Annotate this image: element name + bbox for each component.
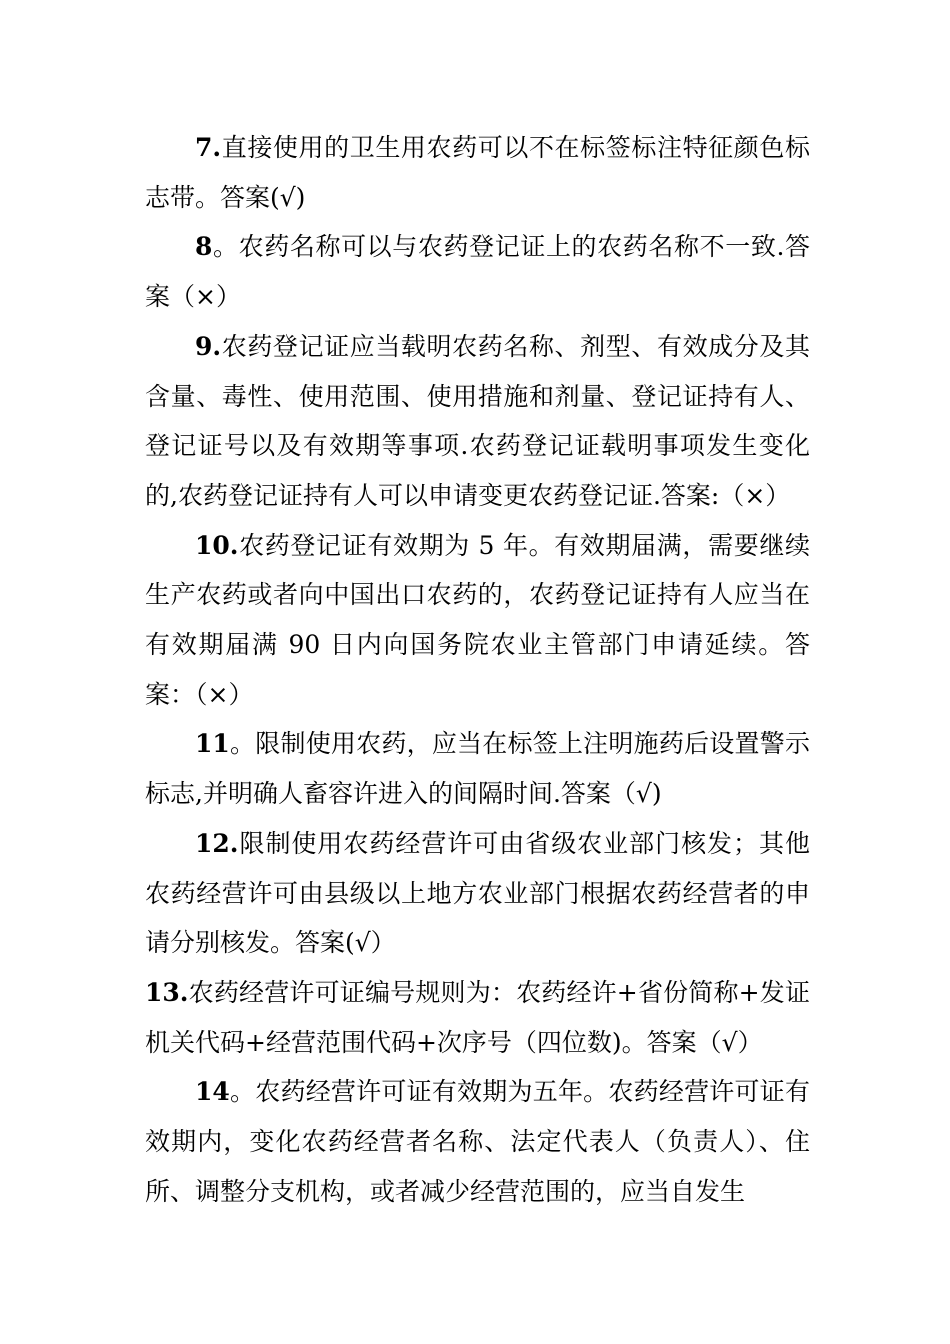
question-text: 农药经营许可证编号规则为：农药经许+省份简称+发证机关代码+经营范围代码+次序号（四位数)。答案（√） (145, 977, 810, 1057)
question-text: 限制使用农药经营许可由省级农业部门核发；其他农药经营许可由县级以上地方农业部门根据农药经营者的申请分别核发。答案(√） (145, 828, 810, 958)
question-11 (145, 719, 810, 818)
question-number: 8 (195, 232, 213, 262)
question-list (145, 123, 810, 1216)
question-text: 农药登记证有效期为 5 年。有效期届满，需要继续生产农药或者向中国出口农药的，农药登记证持有人应当在有效期届满 90 日内向国务院农业主管部门申请延续。答案：（×） (145, 530, 810, 709)
question-number: 7. (195, 133, 222, 162)
question-12 (145, 819, 810, 968)
question-text: 。农药经营许可证有效期为五年。农药经营许可证有效期内，变化农药经营者名称、法定代表人（负责人）、住所、调整分支机构，或者减少经营范围的，应当自发生 (145, 1077, 810, 1206)
question-8 (145, 222, 810, 321)
question-14 (145, 1067, 810, 1216)
question-number: 14 (195, 1077, 230, 1107)
question-number: 13. (145, 977, 189, 1007)
question-number: 11 (195, 729, 230, 759)
question-13 (145, 968, 810, 1067)
question-text: 。限制使用农药，应当在标签上注明施药后设置警示标志,并明确人畜容许进入的间隔时间.答案（√) (145, 729, 810, 809)
question-text: 直接使用的卫生用农药可以不在标签标注特征颜色标志带。答案(√) (145, 133, 810, 212)
question-7 (145, 123, 810, 222)
question-number: 10. (195, 530, 239, 560)
question-10 (145, 521, 810, 720)
question-number: 9. (195, 331, 222, 361)
question-number: 12. (195, 828, 239, 858)
question-9 (145, 322, 810, 521)
question-text: 。农药名称可以与农药登记证上的农药名称不一致.答案（×） (145, 232, 810, 312)
question-text: 农药登记证应当载明农药名称、剂型、有效成分及其含量、毒性、使用范围、使用措施和剂量、登记证持有人、登记证号以及有效期等事项.农药登记证载明事项发生变化的,农药登记证持有人可以申请变更农药登记证.答案:（×） (145, 331, 810, 510)
